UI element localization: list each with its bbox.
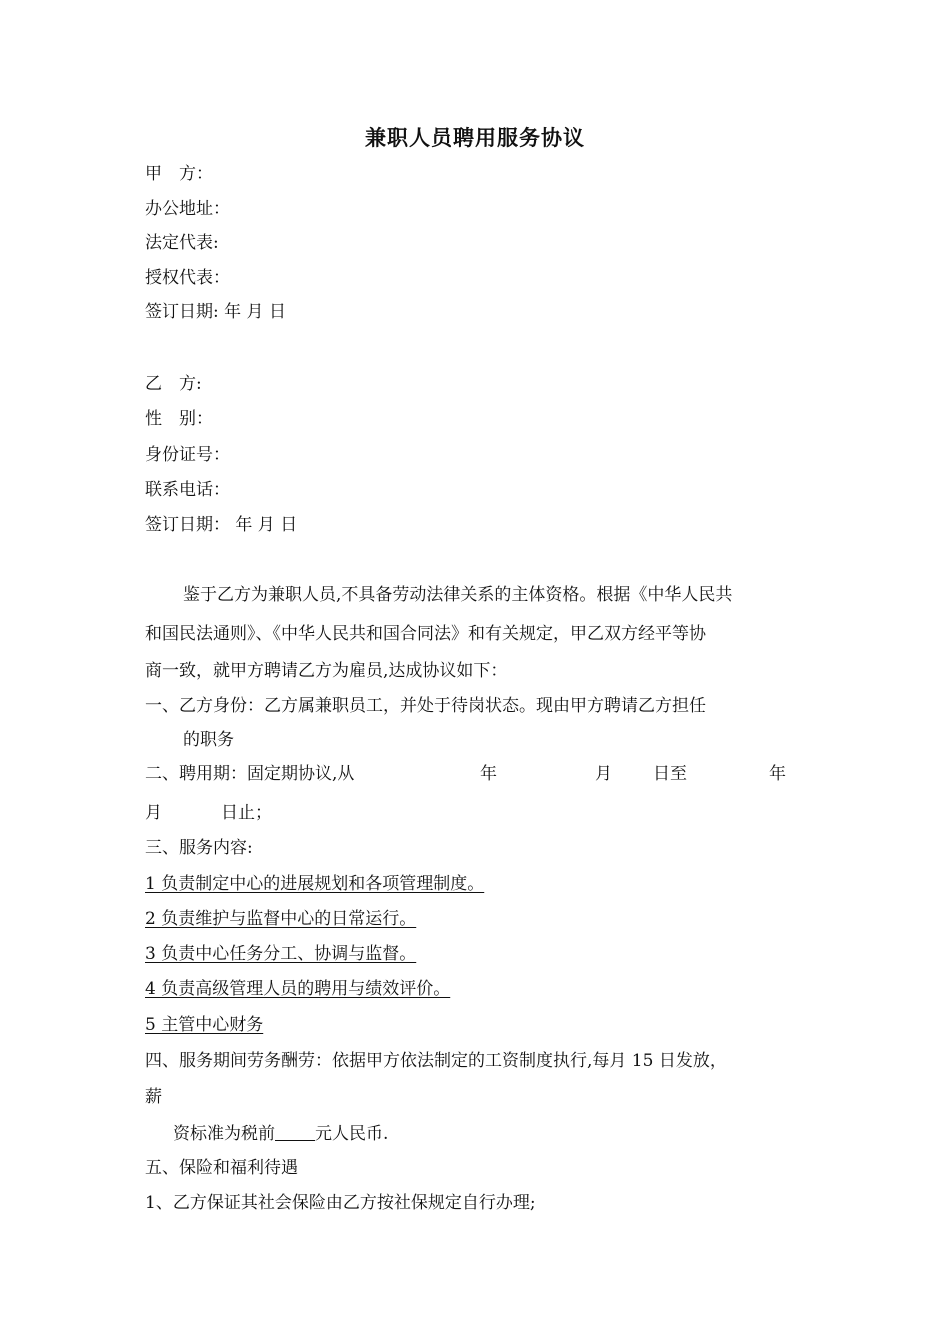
party-a-auth-rep: 授权代表： (145, 268, 230, 288)
party-b-phone: 联系电话： (145, 480, 230, 500)
clause-1-line-1: 一、乙方身份：乙方属兼职员工，并处于待岗状态。现由甲方聘请乙方担任 (145, 696, 706, 716)
party-b-name: 乙 方: (145, 374, 202, 394)
party-b-gender: 性 别： (145, 409, 213, 429)
party-a-legal-rep: 法定代表: (145, 233, 219, 253)
clause-4-line-2: 薪 (145, 1087, 162, 1107)
clause-4-line-1: 四、服务期间劳务酬劳：依据甲方依法制定的工资制度执行,每月 15 日发放， (145, 1051, 727, 1071)
party-a-address: 办公地址： (145, 199, 230, 219)
clause-3-item-2: 2 负责维护与监督中心的日常运行。 (145, 909, 417, 929)
clause-2-day-to: 日至 (653, 764, 687, 784)
salary-blank (275, 1124, 315, 1141)
clause-3-item-3: 3 负责中心任务分工、协调与监督。 (145, 944, 417, 964)
clause-2-year-2: 年 (769, 764, 786, 784)
document-title: 兼职人员聘用服务协议 (365, 125, 585, 150)
party-b-id-number: 身份证号： (145, 445, 230, 465)
intro-line-2: 和国民法通则》、《中华人民共和国合同法》和有关规定，甲乙双方经平等协 (145, 624, 706, 644)
clause-2-day-end: 日止； (221, 803, 272, 823)
party-a-name: 甲 方： (145, 164, 213, 184)
clause-3-item-5: 5 主管中心财务 (145, 1015, 264, 1035)
clause-2-year-1: 年 (480, 764, 497, 784)
clause-4-line-3 (173, 1122, 388, 1146)
party-b-sign-date: 签订日期： 年 月 日 (145, 515, 298, 535)
salary-unit: 元人民币. (315, 1124, 389, 1144)
clause-2-prefix: 二、聘用期：固定期协议,从 (145, 764, 355, 784)
clause-2-month-2: 月 (145, 803, 162, 823)
clause-2-month-1: 月 (595, 764, 612, 784)
clause-3-heading: 三、服务内容: (145, 838, 253, 858)
party-a-sign-date: 签订日期: 年 月 日 (145, 302, 286, 322)
clause-3-item-4: 4 负责高级管理人员的聘用与绩效评价。 (145, 979, 451, 999)
intro-line-3: 商一致，就甲方聘请乙方为雇员,达成协议如下： (145, 661, 508, 681)
salary-label: 资标准为税前 (173, 1124, 275, 1144)
clause-1-line-2: 的职务 (183, 730, 234, 750)
clause-3-item-1: 1 负责制定中心的进展规划和各项管理制度。 (145, 874, 485, 894)
clause-5-heading: 五、保险和福利待遇 (145, 1158, 298, 1178)
clause-5-item-1: 1、乙方保证其社会保险由乙方按社保规定自行办理; (145, 1193, 536, 1213)
intro-line-1: 鉴于乙方为兼职人员,不具备劳动法律关系的主体资格。根据《中华人民共 (183, 585, 733, 605)
